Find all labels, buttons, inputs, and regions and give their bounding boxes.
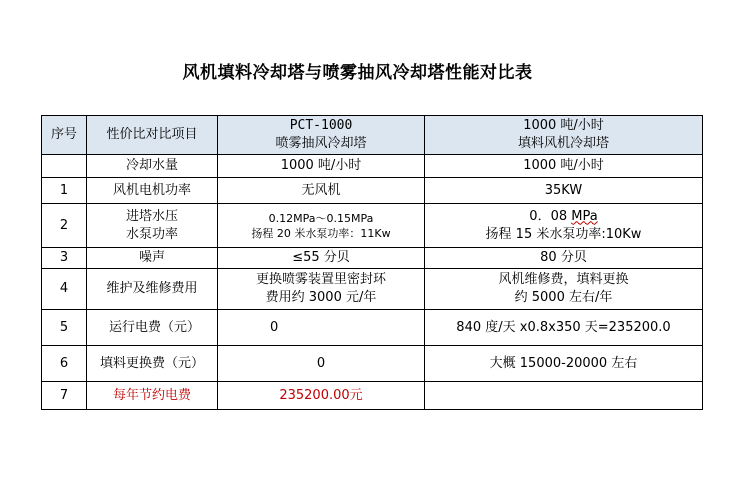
- header-spray-name: 喷雾抽风冷却塔: [275, 136, 367, 151]
- row-no: 5: [42, 310, 87, 346]
- comparison-table: [41, 115, 703, 410]
- row-fill-line2: 扬程 15 米水泵功率:10Kw: [485, 226, 642, 242]
- row-fill-line2: 约 5000 左右/年: [514, 290, 613, 305]
- row-item: 风机电机功率: [87, 178, 218, 204]
- row-item: 冷却水量: [87, 155, 218, 178]
- row-spray-value: 0: [218, 310, 425, 346]
- table-row: [42, 269, 703, 310]
- row-fill-value: 80 分贝: [425, 248, 703, 269]
- header-spray-model: PCT-1000: [289, 118, 353, 133]
- page-title: 风机填料冷却塔与喷雾抽风冷却塔性能对比表: [182, 63, 533, 83]
- row-spray-line2: 费用约 3000 元/年: [265, 290, 377, 305]
- row-spray-value: 1000 吨/小时: [218, 155, 425, 178]
- table-row: [42, 178, 703, 204]
- table-row: [42, 382, 703, 410]
- row-no: 3: [42, 248, 87, 269]
- row-no: [42, 155, 87, 178]
- row-item-line1: 进塔水压: [125, 208, 178, 224]
- row-fill-line1: [427, 208, 700, 226]
- header-item: 性价比对比项目: [87, 116, 218, 155]
- row-fill-value: [425, 382, 703, 410]
- table-row: [42, 346, 703, 382]
- row-spray-line1: 更换喷雾装置里密封环: [255, 272, 386, 287]
- header-fill-capacity: 1000 吨/小时: [523, 118, 604, 133]
- table-row: [42, 248, 703, 269]
- row-fill-line1-unit: MPa: [571, 208, 598, 224]
- table-row: [42, 155, 703, 178]
- row-item-line2: 水泵功率: [125, 226, 178, 242]
- row-no: 2: [42, 204, 87, 248]
- row-no: 1: [42, 178, 87, 204]
- row-fill-value: 840 度/天 x0.8x350 天=235200.0: [425, 310, 703, 346]
- row-spray-line1: 0.12MPa～0.15MPa: [268, 211, 374, 225]
- row-item: 每年节约电费: [87, 382, 218, 410]
- table-row: [42, 310, 703, 346]
- row-item: [87, 204, 218, 248]
- row-item: 填料更换费（元）: [87, 346, 218, 382]
- row-item: 维护及维修费用: [87, 269, 218, 310]
- row-fill-line1: 风机维修费，填料更换: [498, 272, 629, 287]
- row-spray-value: [218, 269, 425, 310]
- header-spray-tower: [218, 116, 425, 155]
- row-item: 运行电费（元）: [87, 310, 218, 346]
- row-fill-value: 1000 吨/小时: [425, 155, 703, 178]
- row-fill-value: [425, 204, 703, 248]
- row-spray-value: 235200.00元: [218, 382, 425, 410]
- header-fill-tower: [425, 116, 703, 155]
- row-item: 噪声: [87, 248, 218, 269]
- row-no: 6: [42, 346, 87, 382]
- row-spray-value: 无风机: [218, 178, 425, 204]
- header-no: 序号: [42, 116, 87, 155]
- row-spray-line2: 扬程 20 米水泵功率：11Kw: [251, 226, 391, 240]
- row-fill-value: [425, 269, 703, 310]
- row-fill-line1-value: 0．08: [529, 208, 572, 224]
- header-row: [42, 116, 703, 155]
- row-no: 7: [42, 382, 87, 410]
- row-fill-value: 大概 15000-20000 左右: [425, 346, 703, 382]
- row-spray-value: ≤55 分贝: [218, 248, 425, 269]
- row-spray-value: 0: [218, 346, 425, 382]
- row-spray-value: [218, 204, 425, 248]
- row-no: 4: [42, 269, 87, 310]
- row-fill-value: 35KW: [425, 178, 703, 204]
- table-row: [42, 204, 703, 248]
- header-fill-name: 填料风机冷却塔: [517, 136, 609, 151]
